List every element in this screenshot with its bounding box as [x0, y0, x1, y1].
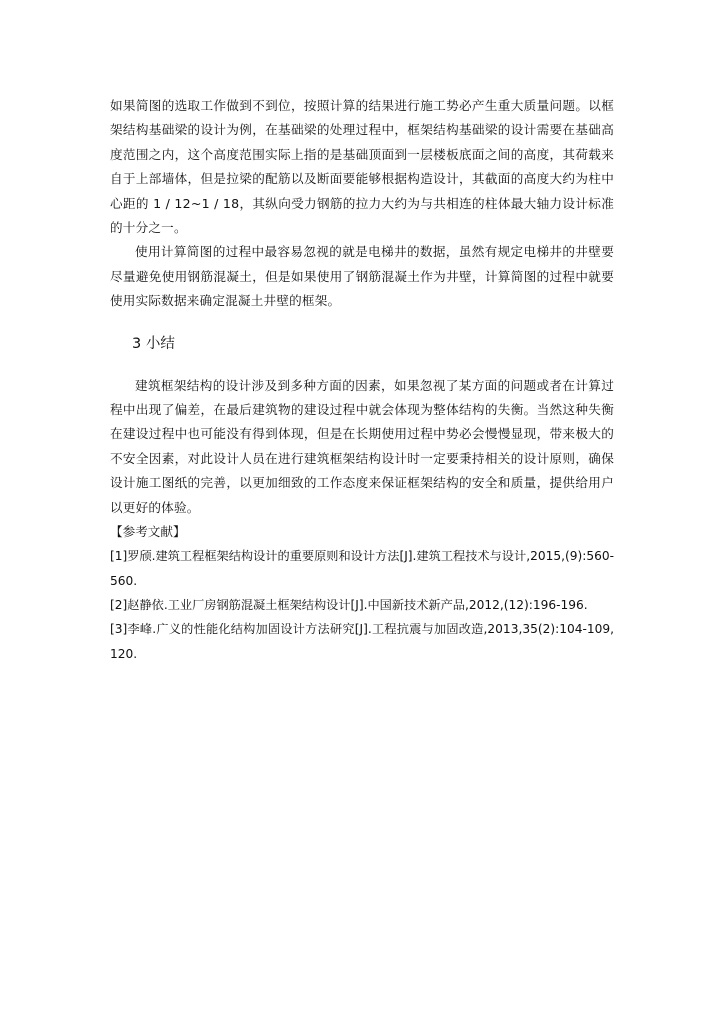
body-paragraph-3: 建筑框架结构的设计涉及到多种方面的因素，如果忽视了某方面的问题或者在计算过程中出现了偏差，在最后建筑物的建设过程中就会体现为整体结构的失衡。当然这种失衡在建设过程中也可能没有得到体现，但是在长期使用过程中势必会慢慢显现，带来极大的不安全因素，对此设计人员在进行建筑框架结构设计时一定要秉持相关的设计原则，确保设计施工图纸的完善，以更加细致的工作态度来保证框架结构的安全和质量，提供给用户以更好的体验。	[110, 377, 614, 515]
document-page	[110, 94, 614, 666]
reference-item-2: [2]赵静依.工业厂房钢筋混凝土框架结构设计[J].中国新技术新产品,2012,(12):196-196.	[110, 597, 588, 612]
reference-item-1: [1]罗颀.建筑工程框架结构设计的重要原则和设计方法[J].建筑工程技术与设计,2015,(9):560-560.	[110, 549, 614, 588]
body-paragraph-2: 使用计算简图的过程中最容易忽视的就是电梯井的数据，虽然有规定电梯井的井壁要尽量避免使用钢筋混凝土，但是如果使用了钢筋混凝土作为井壁，计算简图的过程中就要使用实际数据来确定混凝土井壁的框架。	[110, 244, 614, 309]
reference-item-3: [3]李峰.广义的性能化结构加固设计方法研究[J].工程抗震与加固改造,2013,35(2):104-109,120.	[110, 622, 614, 661]
section-heading: 3 小结	[132, 335, 175, 352]
body-paragraph-1: 如果简图的选取工作做到不到位，按照计算的结果进行施工势必产生重大质量问题。以框架结构基础梁的设计为例，在基础梁的处理过程中，框架结构基础梁的设计需要在基础高度范围之内，这个高度范围实际上指的是基础顶面到一层楼板底面之间的高度，其荷载来自于上部墙体，但是拉梁的配筋以及断面要能够根据构造设计，其截面的高度大约为柱中心距的 1 / 12~1 / 18，其纵向受力钢筋的拉力大约为与共相连的柱体最大轴力设计标准的十分之一。	[110, 98, 614, 236]
references-title: 【参考文献】	[110, 524, 186, 540]
